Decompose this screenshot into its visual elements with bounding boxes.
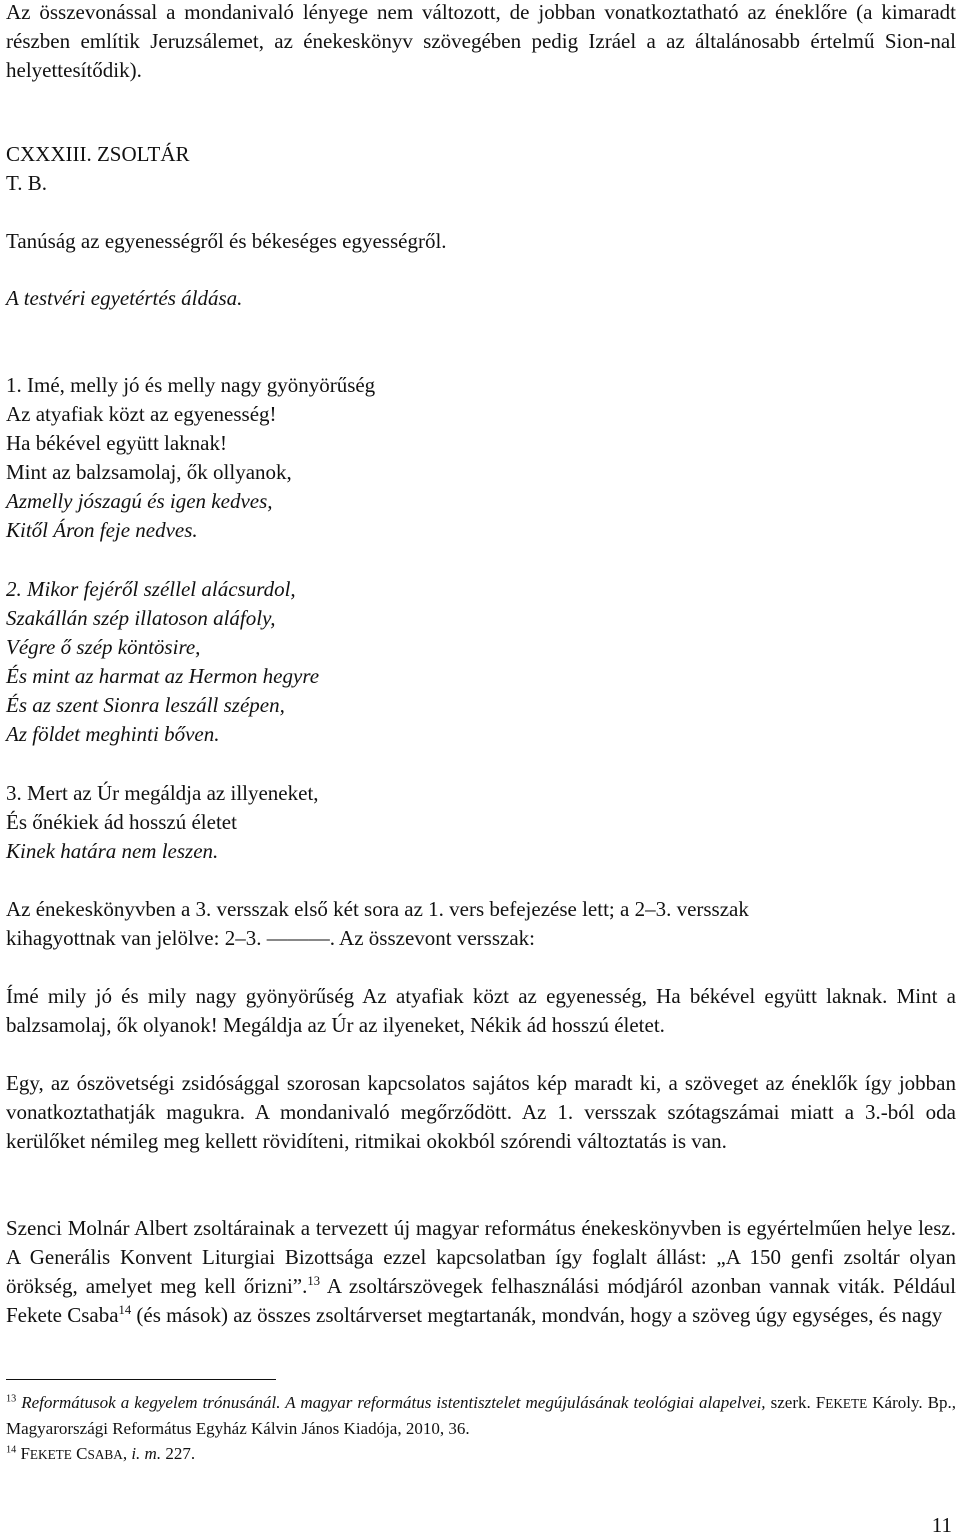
psalm-author: T. B. (6, 171, 48, 195)
verse-2 (6, 575, 319, 749)
verse-line: 2. Mikor fejéről széllel alácsurdol, (6, 577, 296, 601)
verse-line: Ha békével együtt laknak! (6, 431, 227, 455)
hymnbook-note (6, 895, 749, 953)
footnote-14: $^{14}$ FEKETE CSABA, i. m. 227. (6, 1444, 196, 1463)
verse-line: Kinek határa nem leszen. (6, 839, 219, 863)
verse-line: Kitől Áron feje nedves. (6, 518, 198, 542)
verse-line: Azmelly jószagú és igen kedves, (6, 489, 273, 513)
paragraph: Egy, az ószövetségi zsidósággal szorosan kapcsolatos sajátos kép maradt ki, a szöveget az éneklők így jobban vonatkoztathatják magukra. A mondanivaló megőrződött. Az 1. versszak szótagszámai miatt a 3.-ból oda kerülőket némileg meg kellett rövidíteni, ritmikai okokból szórendi változtatás is van. (6, 1071, 956, 1153)
note-line: Az énekeskönyvben a 3. versszak első két sora az 1. vers befejezése lett; a 2–3. versszak (6, 897, 749, 921)
paragraph-with-footnotes: Szenci Molnár Albert zsoltárainak a tervezett új magyar református énekeskönyvben is egyértelműen helye lesz. A Generális Konvent Liturgiai Bizottsága ezzel kapcsolatban így foglalt állást: „A 150 genfi zsoltár olyan örökség, amelyet meg kell őrizni”.$^{13}$ A zsoltárszövegek felhasználási módjáról azonban vannak viták. Például Fekete Csaba$^{14}$ (és mások) az összes zsoltárverset megtartanák, mondván, hogy a szöveg úgy egységes, és nagy (6, 1216, 956, 1327)
page-number: 11 (931, 1513, 952, 1537)
intro-paragraph: Az összevonással a mondanivaló lényege nem változott, de jobban vonatkoztatható az éneklőre (a kimaradt részben említik Jeruzsálemet, az énekeskönyv szövegében pedig Izráel a az általánosabb értelmű Sion-nal helyettesítődik). (6, 0, 956, 82)
footnote-ref[interactable]: 14 (118, 1303, 132, 1317)
verse-line: És mint az harmat az Hermon hegyre (6, 664, 320, 688)
psalm-subtitle: Tanúság az egyenességről és békeséges egyességről. (6, 229, 447, 253)
verse-line: Az atyafiak közt az egyenesség! (6, 402, 277, 426)
psalm-number: CXXXIII. ZSOLTÁR (6, 142, 190, 166)
verse-line: 3. Mert az Úr megáldja az illyeneket, (6, 781, 319, 805)
footnote-divider (6, 1379, 276, 1380)
verse-line: Mint az balzsamolaj, ők ollyanok, (6, 460, 292, 484)
verse-line: Végre ő szép köntösire, (6, 635, 201, 659)
verse-line: És az szent Sionra leszáll szépen, (6, 693, 285, 717)
verse-line: Szakállán szép illatoson aláfoly, (6, 606, 276, 630)
footnotes (6, 1390, 956, 1467)
merged-verse: Ímé mily jó és mily nagy gyönyörűség Az atyafiak közt az egyenesség, Ha békével együtt laknak. Mint a balzsamolaj, ők olyanok! Megáldja az Úr az ilyeneket, Nékik ád hosszú életet. (6, 984, 956, 1037)
footnote-ref[interactable]: 13 (307, 1274, 320, 1288)
verse-3 (6, 779, 319, 866)
footnote-13: $^{13}$ Reformátusok a kegyelem trónusánál. A magyar református istentisztelet megújulásának teológiai alapelvei, szerk. FEKETE Károly. Bp., Magyarországi Református Egyház Kálvin János Kiadója, 2010, 36. (6, 1393, 957, 1438)
verse-1 (6, 371, 375, 545)
note-line: kihagyottnak van jelölve: 2–3. ———. Az összevont versszak: (6, 926, 535, 950)
verse-line: 1. Imé, melly jó és melly nagy gyönyörűség (6, 373, 376, 397)
verse-line: Az földet meghinti bőven. (6, 722, 220, 746)
psalm-theme: A testvéri egyetértés áldása. (6, 286, 243, 310)
verse-line: És őnékiek ád hosszú életet (6, 810, 237, 834)
